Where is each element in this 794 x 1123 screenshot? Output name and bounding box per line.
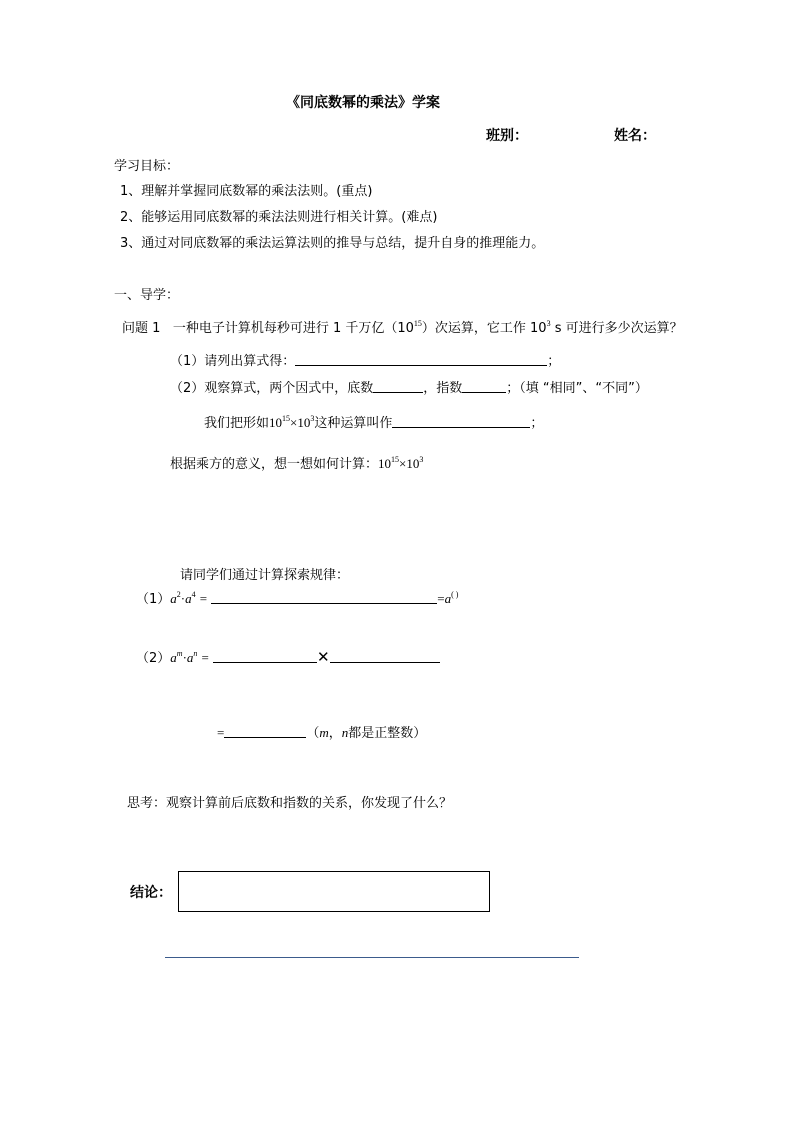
row1-e1: 2 [176,590,181,599]
problem-label: 问题 1 [122,321,161,336]
row1-eq: = [199,591,208,606]
question-2 [170,377,648,396]
explore-row-2 [136,647,440,666]
row3-m: m [319,725,329,740]
q3-answer-blank[interactable] [392,415,530,428]
question-1 [170,350,560,369]
q4-exp2: 3 [419,455,424,464]
explore-row-1 [136,588,458,607]
question-4 [170,453,423,472]
row3-n: n [341,725,349,740]
conclusion-box[interactable] [178,871,490,912]
problem-text-c: s 可进行多少次运算？ [550,321,683,336]
row1-answer-blank[interactable] [211,591,437,604]
explore-intro: 请同学们通过计算探索规律： [180,568,350,583]
q4-base1: 10 [378,456,392,471]
row3-comma: ， [328,726,342,741]
problem-exp-a: 15 [413,319,422,328]
q3-exp1: 15 [282,414,291,423]
row1-label: （1） [136,592,171,607]
q1-suffix: ； [547,354,561,369]
q4-exp1: 15 [391,455,400,464]
objective-3: 3、通过对同底数幂的乘法运算法则的推导与总结，提升自身的推理能力。 [120,236,545,251]
row1-eq2: = [437,591,445,606]
row1-dot: · [180,591,186,606]
q3-times: ×10 [290,415,311,430]
row3-suffix: 都是正整数） [348,726,427,741]
question-3 [204,412,543,431]
q3-base1: 10 [269,415,283,430]
row1-exponent-paren: ( ) [451,590,459,599]
row2-times: ✕ [317,648,330,666]
objective-2: 2、能够运用同底数幂的乘法法则进行相关计算。(难点) [120,210,438,225]
q3-suffix: ； [530,416,544,431]
row2-dot: · [182,650,187,665]
row2-eq: = [201,650,209,665]
q1-prefix: （1）请列出算式得： [170,354,296,369]
row3-eq: = [217,725,225,740]
row2-a: a [170,650,177,665]
q2-mid: ，指数 [423,381,463,396]
q1-answer-blank[interactable] [295,353,547,366]
row2-e2: n [193,649,198,658]
q2-base-blank[interactable] [373,380,423,393]
q3-middle: 这种运算叫作 [314,416,393,431]
conclusion-label: 结论： [130,885,172,901]
q2-suffix: ；（填 “相同”、“不同”） [506,381,648,396]
page-title: 《同底数幂的乘法》学案 [286,95,440,111]
row2-blank-1[interactable] [213,650,317,663]
q2-exponent-blank[interactable] [462,380,506,393]
q4-times: ×10 [399,456,420,471]
class-label: 班别： [486,128,528,144]
problem-text-a: 一种电子计算机每秒可进行 1 千万亿（10 [172,321,414,336]
objectives-heading: 学习目标： [114,159,180,174]
objective-1: 1、理解并掌握同底数幂的乘法法则。(重点) [120,184,373,199]
row2-e1: m [176,649,183,658]
q3-exp2: 3 [310,414,315,423]
row3-open: （ [306,726,320,741]
section-heading: 一、导学： [114,288,180,303]
think-prompt: 思考：观察计算前后底数和指数的关系，你发现了什么？ [127,796,453,811]
q2-prefix: （2）观察算式，两个因式中，底数 [170,381,374,396]
row2-blank-2[interactable] [330,650,440,663]
q3-prefix: 我们把形如 [204,416,270,431]
row1-a: a [170,591,177,606]
problem-1 [122,317,683,336]
row1-result: a [444,591,452,606]
row2-a2: a [186,650,194,665]
name-label: 姓名： [614,128,656,144]
problem-text-b: ）次运算，它工作 10 [421,321,547,336]
row1-a2: a [185,591,192,606]
q4-prefix: 根据乘方的意义，想一想如何计算： [170,457,379,472]
problem-exp-b: 3 [546,319,551,328]
explore-row-3 [217,722,426,741]
divider-line [165,957,579,958]
row1-e2: 4 [191,590,196,599]
row3-blank[interactable] [224,725,306,738]
row2-label: （2） [136,651,171,666]
